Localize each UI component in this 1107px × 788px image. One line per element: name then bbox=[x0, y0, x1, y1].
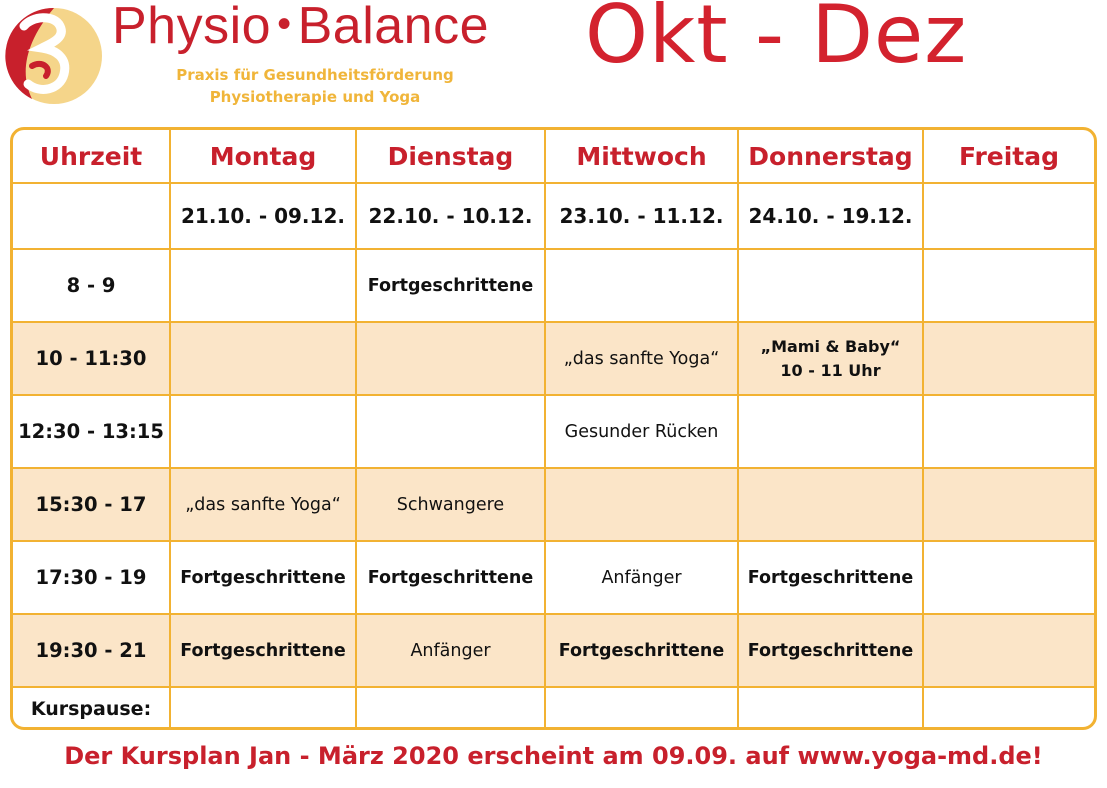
course-cell: Fortgeschrittene bbox=[356, 541, 545, 614]
course-time-note: 10 - 11 Uhr bbox=[780, 360, 881, 380]
course-cell bbox=[923, 541, 1094, 614]
course-cell bbox=[356, 395, 545, 468]
schedule-table-frame bbox=[10, 127, 1097, 730]
course-cell bbox=[545, 468, 738, 541]
course-cell bbox=[923, 322, 1094, 395]
subtitle-services: Physiotherapie und Yoga bbox=[209, 88, 421, 106]
date-range-cell bbox=[923, 183, 1094, 249]
pause-cell bbox=[170, 687, 356, 730]
time-cell: 17:30 - 19 bbox=[13, 541, 170, 614]
table-row bbox=[13, 541, 1094, 614]
course-cell: Anfänger bbox=[545, 541, 738, 614]
column-header-tuesday: Dienstag bbox=[356, 130, 545, 183]
brand-name-left: Physio bbox=[112, 0, 272, 55]
brand-name bbox=[112, 0, 489, 56]
course-cell bbox=[170, 322, 356, 395]
date-range-row bbox=[13, 183, 1094, 249]
time-cell: 19:30 - 21 bbox=[13, 614, 170, 687]
schedule-table bbox=[13, 130, 1094, 730]
course-cell bbox=[738, 249, 923, 322]
time-cell: 15:30 - 17 bbox=[13, 468, 170, 541]
date-range-cell: 22.10. - 10.12. bbox=[356, 183, 545, 249]
course-cell: Fortgeschrittene bbox=[738, 614, 923, 687]
course-cell bbox=[738, 395, 923, 468]
table-row bbox=[13, 322, 1094, 395]
course-cell: Fortgeschrittene bbox=[170, 614, 356, 687]
pause-cell bbox=[923, 687, 1094, 730]
physio-balance-logo bbox=[2, 4, 106, 108]
table-row bbox=[13, 249, 1094, 322]
table-row bbox=[13, 614, 1094, 687]
time-cell: 10 - 11:30 bbox=[13, 322, 170, 395]
course-cell-mami-baby bbox=[738, 322, 923, 395]
course-cell bbox=[923, 395, 1094, 468]
pause-cell bbox=[545, 687, 738, 730]
pause-row bbox=[13, 687, 1094, 730]
column-header-wednesday: Mittwoch bbox=[545, 130, 738, 183]
date-range-cell bbox=[13, 183, 170, 249]
time-cell: 12:30 - 13:15 bbox=[13, 395, 170, 468]
column-header-friday: Freitag bbox=[923, 130, 1094, 183]
course-cell bbox=[545, 249, 738, 322]
period-title: Okt - Dez bbox=[585, 0, 968, 81]
date-range-cell: 23.10. - 11.12. bbox=[545, 183, 738, 249]
column-header-time: Uhrzeit bbox=[13, 130, 170, 183]
course-cell: Fortgeschrittene bbox=[356, 249, 545, 322]
course-cell: „das sanfte Yoga“ bbox=[170, 468, 356, 541]
column-header-monday: Montag bbox=[170, 130, 356, 183]
course-cell bbox=[923, 614, 1094, 687]
pause-cell bbox=[356, 687, 545, 730]
pause-label: Kurspause: bbox=[13, 687, 170, 730]
column-header-thursday: Donnerstag bbox=[738, 130, 923, 183]
course-cell: „das sanfte Yoga“ bbox=[545, 322, 738, 395]
time-cell: 8 - 9 bbox=[13, 249, 170, 322]
header-row bbox=[13, 130, 1094, 183]
course-cell bbox=[923, 468, 1094, 541]
course-cell: Fortgeschrittene bbox=[545, 614, 738, 687]
course-cell: Gesunder Rücken bbox=[545, 395, 738, 468]
pause-cell bbox=[738, 687, 923, 730]
table-row bbox=[13, 395, 1094, 468]
course-cell bbox=[170, 395, 356, 468]
course-cell: Fortgeschrittene bbox=[170, 541, 356, 614]
course-cell: Schwangere bbox=[356, 468, 545, 541]
course-cell: Anfänger bbox=[356, 614, 545, 687]
footer-notice: Der Kursplan Jan - März 2020 erscheint am 09.09. auf www.yoga-md.de! bbox=[64, 742, 1043, 770]
course-cell: Fortgeschrittene bbox=[738, 541, 923, 614]
date-range-cell: 24.10. - 19.12. bbox=[738, 183, 923, 249]
brand-name-right: Balance bbox=[297, 0, 490, 55]
course-cell bbox=[170, 249, 356, 322]
course-name: „Mami & Baby“ bbox=[760, 336, 901, 356]
brand-separator: • bbox=[277, 2, 292, 46]
date-range-cell: 21.10. - 09.12. bbox=[170, 183, 356, 249]
course-cell bbox=[356, 322, 545, 395]
course-cell bbox=[738, 468, 923, 541]
table-row bbox=[13, 468, 1094, 541]
subtitle-practice: Praxis für Gesundheitsförderung bbox=[176, 66, 454, 84]
course-cell bbox=[923, 249, 1094, 322]
